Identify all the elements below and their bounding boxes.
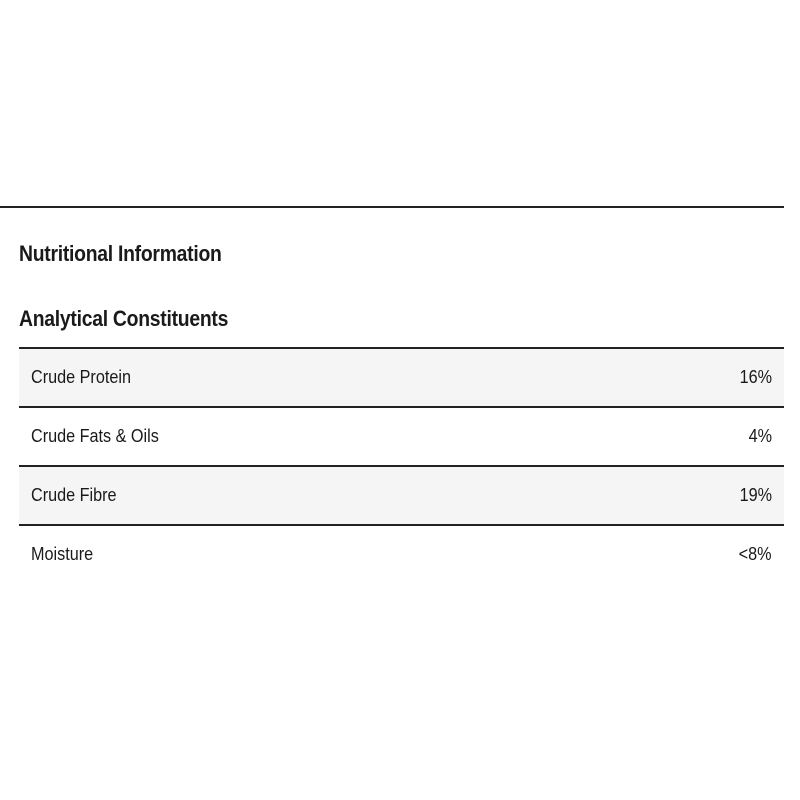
subsection-title: Analytical Constituents	[19, 306, 229, 331]
row-label: Crude Fibre	[31, 485, 117, 505]
table-row-crude-protein	[19, 349, 784, 408]
table-row-crude-fats-oils	[19, 408, 784, 467]
section-title: Nutritional Information	[19, 241, 222, 266]
table-row-crude-fibre	[19, 467, 784, 526]
row-value: 19%	[739, 485, 772, 505]
table-row-moisture	[19, 526, 784, 583]
top-divider	[0, 206, 784, 208]
row-label: Moisture	[31, 544, 94, 564]
row-value: 16%	[739, 367, 772, 387]
row-value: <8%	[739, 544, 772, 564]
row-label: Crude Fats & Oils	[31, 426, 159, 446]
constituents-table	[19, 347, 784, 583]
row-value: 4%	[748, 426, 772, 446]
row-label: Crude Protein	[31, 367, 131, 387]
